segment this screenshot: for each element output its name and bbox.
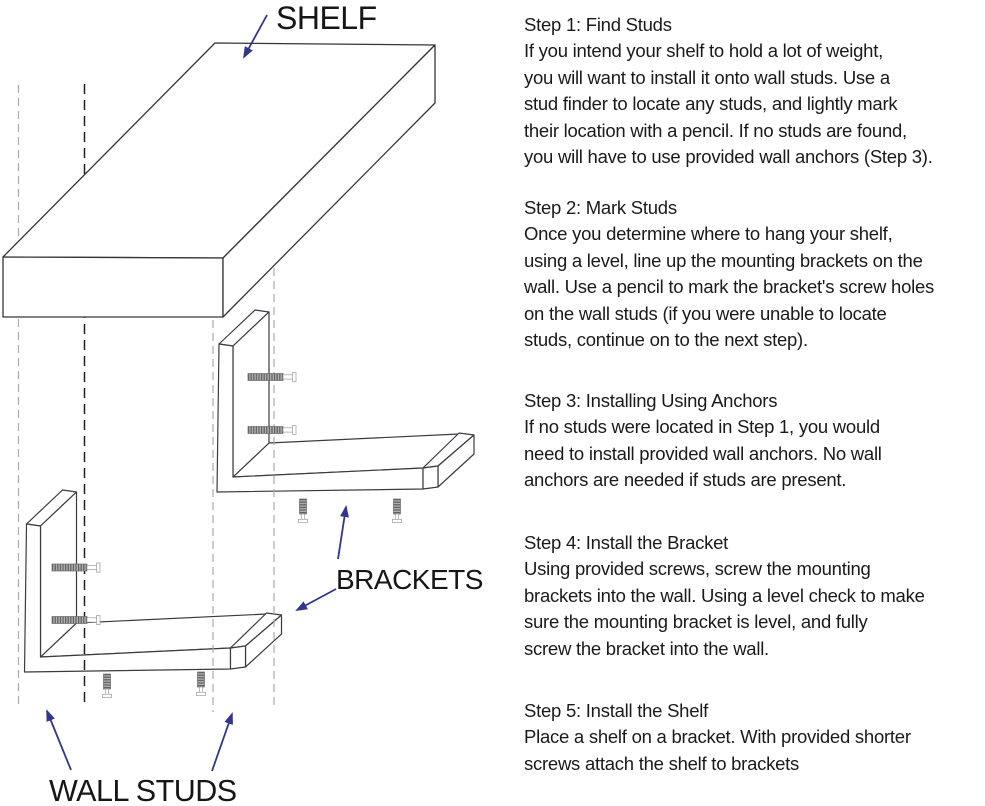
step-4-line: screw the bracket into the wall. [524, 637, 769, 659]
step-4-title: Step 4: Install the Bracket [524, 532, 729, 553]
step-4-line: Using provided screws, screw the mounting [524, 558, 871, 580]
step-1-line: you will want to install it onto wall studs. Use a [524, 66, 890, 88]
step-1-line: you will have to use provided wall anchors (Step 3). [524, 146, 933, 168]
step-2-line: wall. Use a pencil to mark the bracket's screw holes [524, 276, 935, 298]
step-3-line: If no studs were located in Step 1, you would [524, 416, 880, 438]
shelf-board [3, 43, 435, 317]
instructions-column [524, 0, 985, 806]
step-4-line: sure the mounting bracket is level, and fully [524, 611, 868, 633]
step-2-line: using a level, line up the mounting brackets on the [524, 249, 923, 271]
step-3-line: need to install provided wall anchors. No wall [524, 442, 882, 464]
shelf-screw-icon [392, 499, 401, 522]
mounting-bracket-lower [25, 490, 282, 672]
step-4-line: brackets into the wall. Using a level check to make [524, 584, 925, 606]
shelf-front-face [3, 257, 223, 317]
step-3-line: anchors are needed if studs are present. [524, 469, 847, 491]
step-5-line: Place a shelf on a bracket. With provided shorter [524, 726, 911, 748]
step-2-line: studs, continue on to the next step). [524, 329, 808, 351]
step-1-title: Step 1: Find Studs [524, 14, 672, 35]
step-3-block [524, 388, 882, 494]
step-5-line: screws attach the shelf to brackets [524, 752, 800, 774]
step-3-title: Step 3: Installing Using Anchors [524, 390, 778, 411]
wall-screw-icon [52, 563, 100, 572]
wall-studs-arrow-left [47, 711, 71, 770]
mounting-bracket-upper [217, 310, 474, 492]
step-2-line: on the wall studs (if you were unable to locate [524, 302, 887, 324]
step-1-line: If you intend your shelf to hold a lot of weight, [524, 40, 884, 62]
wall-studs-label: WALL STUDS [49, 774, 237, 806]
step-1-line: stud finder to locate any studs, and lightly mark [524, 93, 898, 115]
step-2-block [524, 195, 934, 353]
step-2-title: Step 2: Mark Studs [524, 197, 677, 218]
shelf-screw-icon [102, 674, 111, 697]
step-1-block [524, 12, 933, 170]
brackets-arrow-up [338, 507, 346, 559]
shelf-label: SHELF [276, 0, 377, 36]
brackets-arrow-down [297, 589, 336, 610]
step-5-title: Step 5: Install the Shelf [524, 700, 709, 721]
wall-screw-icon [248, 373, 296, 382]
shelf-screw-icon [196, 672, 205, 695]
step-1-line: their location with a pencil. If no studs are found, [524, 119, 907, 141]
shelf-screw-icon [298, 499, 307, 522]
wall-screw-icon [248, 426, 296, 435]
brackets-label: BRACKETS [336, 564, 483, 595]
wall-studs-arrow-right [212, 714, 232, 771]
step-4-block [524, 530, 925, 662]
step-2-line: Once you determine where to hang your shelf, [524, 223, 893, 245]
step-5-block [524, 698, 911, 777]
